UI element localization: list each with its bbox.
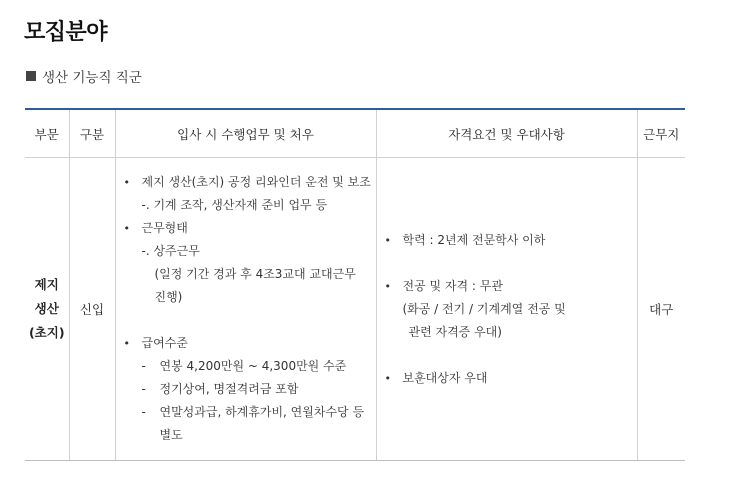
list-subitem: - 정기상여, 명절격려금 포함 [124, 378, 372, 401]
header-dept: 부문 [25, 109, 69, 158]
location-cell: 대구 [637, 158, 685, 461]
dept-cell [25, 158, 69, 461]
list-item: • 학력 : 2년제 전문학사 이하 [385, 229, 631, 252]
list-subitem: -. 상주근무 [141, 244, 200, 258]
table-header-row [25, 109, 685, 158]
square-bullet-icon [26, 71, 36, 81]
dash-icon: - [141, 405, 146, 419]
dept-line: 제지 [34, 277, 59, 292]
header-location: 근무지 [637, 109, 685, 158]
dept-line: 생산 [34, 301, 59, 316]
dash-icon: - [141, 359, 146, 373]
list-item: • 급여수준 [124, 332, 372, 355]
list-item: • 전공 및 자격 : 무관 [385, 275, 631, 298]
list-subitem: - 연봉 4,200만원 ~ 4,300만원 수준 [124, 355, 372, 378]
bullet-icon: • [123, 337, 130, 350]
list-note: 관련 자격증 우대) [408, 324, 502, 339]
qual-cell [376, 158, 637, 461]
bullet-icon: • [384, 279, 391, 293]
list-note: 진행) [154, 290, 183, 304]
list-item: • 근무형태 [124, 217, 372, 240]
dept-line: (초지) [28, 325, 65, 340]
bullet-icon: • [123, 222, 130, 235]
duty-cell [115, 158, 376, 461]
list-item: • 제지 생산(초지) 공정 리와인더 운전 및 보조 [124, 171, 372, 194]
list-subitem: -. 기계 조작, 생산자재 준비 업무 등 [141, 198, 328, 212]
header-qual: 자격요건 및 우대사항 [376, 109, 637, 158]
bullet-icon: • [123, 176, 130, 189]
section-title-text: 생산 기능직 직군 [42, 70, 142, 86]
type-cell: 신입 [69, 158, 115, 461]
bullet-icon: • [384, 371, 391, 385]
recruitment-table [25, 108, 685, 461]
list-item: • 보훈대상자 우대 [385, 367, 631, 390]
list-subitem-continued: 별도 [159, 428, 183, 442]
list-note: (화공 / 전기 / 기계계열 전공 및 [402, 301, 566, 316]
dash-icon: - [141, 382, 146, 396]
header-type: 구분 [69, 109, 115, 158]
list-subitem: - 연말성과급, 하계휴가비, 연월차수당 등 [124, 401, 372, 424]
table-row [25, 158, 685, 461]
header-duty: 입사 시 수행업무 및 처우 [115, 109, 376, 158]
bullet-icon: • [384, 233, 391, 247]
list-note: (일정 기간 경과 후 4조3교대 교대근무 [154, 267, 356, 281]
page-title: 모집분야 [24, 20, 108, 45]
section-title [26, 66, 142, 86]
